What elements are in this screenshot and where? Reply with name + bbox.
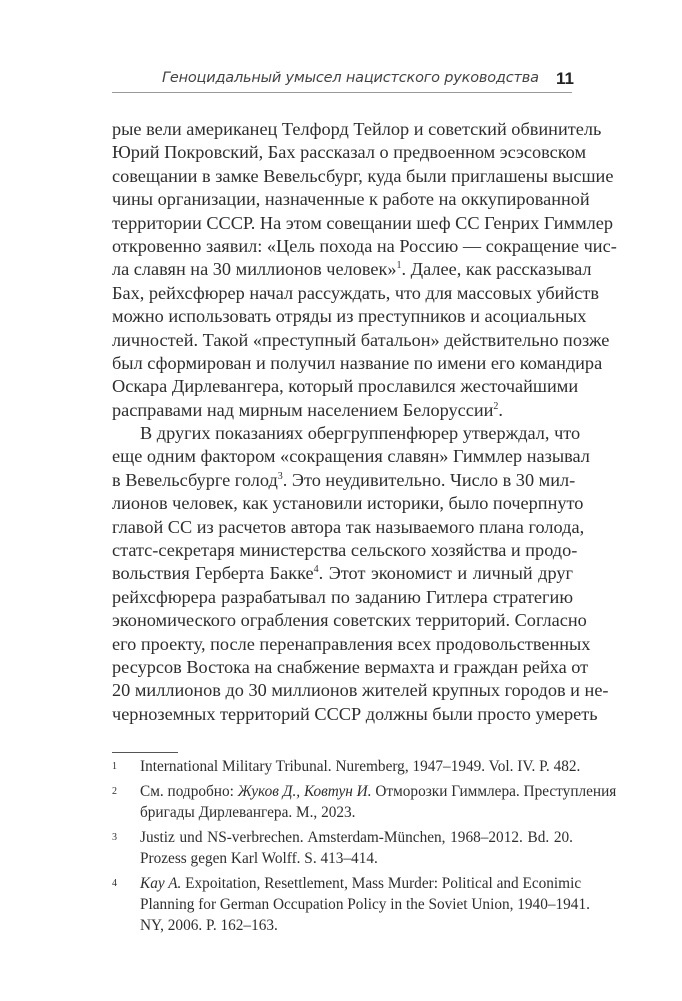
text-line (112, 586, 573, 609)
text-run: главой СС из расчетов автора так называемого плана голода, (112, 516, 585, 537)
text-line (112, 445, 590, 468)
footnote-line (140, 781, 617, 802)
footnote-ref[interactable]: 4 (313, 564, 319, 576)
author-names: Жуков Д., Ковтун И. (237, 783, 372, 800)
text-run: рые вели американец Телфорд Тейлор и советский обвинитель (112, 119, 602, 139)
text-run: еще одним фактором «сокращения славян» Гиммлер называл (112, 446, 590, 467)
footnote (112, 827, 573, 869)
text-run: Expoitation, Resettlement, Mass Murder: Political and Econimic (181, 875, 582, 892)
text-run: совещании в замке Вевельсбург, куда были приглашены высшие (112, 165, 614, 186)
footnote-ref[interactable]: 3 (277, 470, 283, 482)
text-line (112, 305, 587, 328)
paragraph (112, 422, 609, 726)
running-header (112, 70, 572, 93)
text-run: черноземных территорий СССР должны были просто умереть (112, 703, 598, 724)
footnote-line (140, 894, 590, 915)
footnote (112, 873, 590, 936)
text-run: откровенно заявил: «Цель похода на Россию — сокращение чис- (112, 235, 617, 256)
footnote (112, 756, 581, 777)
text-run: Бах, рейхсфюрер начал рассуждать, что для массовых убийств (112, 282, 599, 303)
footnote-line (140, 802, 573, 823)
footnote-number: 4 (112, 878, 117, 889)
text-run: был сформирован и получил название по имени его командира (112, 352, 603, 373)
footnote (112, 781, 617, 823)
footnote-ref[interactable]: 1 (396, 260, 402, 272)
text-line (112, 562, 573, 585)
footnote-number: 3 (112, 832, 117, 843)
text-line (112, 329, 610, 352)
footnote-line (140, 915, 573, 936)
text-line (112, 492, 584, 515)
text-run: расправами над мирным населением Белоруссии (112, 399, 494, 420)
text-line (112, 679, 609, 702)
text-run: чины организации, назначенные к работе на оккупированной (112, 189, 590, 210)
text-line (112, 703, 598, 726)
text-run: . Далее, как рассказывал (401, 259, 592, 280)
text-run: личностей. Такой «преступный батальон» действительно позже (112, 329, 610, 350)
text-run: ла славян на 30 миллионов человек» (112, 259, 397, 280)
text-line (112, 539, 578, 562)
author-names: Kay A. (140, 875, 182, 892)
text-run: . Это неудивительно. Число в 30 мил- (282, 469, 576, 490)
footnote-number: 2 (112, 786, 117, 797)
text-line (112, 165, 614, 188)
text-run: Prozess gegen Karl Wolff. S. 413–414. (140, 850, 378, 867)
footnote-number: 1 (112, 761, 117, 772)
text-run: Planning for German Occupation Policy in the Soviet Union, 1940–1941. (140, 896, 590, 913)
text-run: В других показаниях обергруппенфюрер утверждал, что (140, 423, 581, 444)
text-run: вольствия Герберта Бакке (112, 563, 314, 584)
text-line (112, 188, 590, 211)
text-run: International Military Tribunal. Nuremberg, 1947–1949. Vol. IV. P. 482. (140, 758, 581, 775)
text-run: ресурсов Востока на снабжение вермахта и граждан рейха от (112, 656, 589, 677)
text-line (112, 399, 573, 422)
footnotes (112, 756, 617, 940)
footnote-line (140, 756, 581, 777)
text-line (112, 282, 599, 305)
text-line (112, 258, 592, 281)
text-run: в Вевельсбурге голод (112, 469, 278, 490)
footnote-line (140, 827, 573, 848)
text-line (112, 469, 576, 492)
footnote-line (140, 848, 573, 869)
page-number: 11 (556, 69, 574, 88)
text-run: можно использовать отряды из преступников и асоциальных (112, 306, 587, 327)
text-run: лионов человек, как установили историки, было почерпнуто (112, 493, 584, 514)
text-line (112, 516, 585, 539)
text-line (112, 118, 602, 141)
text-run: 20 миллионов до 30 миллионов жителей крупных городов и не- (112, 680, 609, 701)
paragraph (112, 118, 617, 422)
footnote-ref[interactable]: 2 (493, 400, 499, 412)
text-line (112, 352, 603, 375)
text-line (112, 422, 581, 445)
text-line (112, 212, 614, 235)
text-run: Justiz und NS-verbrechen. Amsterdam-München, 1968–2012. Bd. 20. (140, 829, 573, 846)
text-line (112, 375, 579, 398)
text-line (112, 235, 617, 258)
text-run: См. подробно: (140, 783, 238, 800)
text-run: экономического ограбления советских территорий. Согласно (112, 610, 587, 631)
text-run: NY, 2006. P. 162–163. (140, 917, 278, 934)
text-line (112, 656, 589, 679)
body-text (112, 118, 617, 726)
text-run: Оскара Дирлевангера, который прославился жесточайшими (112, 376, 579, 397)
text-run: его проекту, после перенаправления всех продовольственных (112, 633, 591, 654)
text-line (112, 141, 587, 164)
footnote-line (140, 873, 582, 894)
text-run: статс-секретаря министерства сельского хозяйства и продо- (112, 540, 578, 561)
text-run: бригады Дирлевангера. М., 2023. (140, 804, 356, 821)
footnote-divider (112, 752, 178, 753)
running-header-title: Геноцидальный умысел нацистского руководства (162, 70, 539, 86)
text-run: рейхсфюрера разрабатывал по заданию Гитлера стратегию (112, 586, 573, 607)
text-run: Юрий Покровский, Бах рассказал о предвоенном эсэсовском (112, 142, 587, 163)
text-run: Отморозки Гиммлера. Преступления (371, 783, 617, 800)
text-line (112, 633, 591, 656)
text-run: . Этот экономист и личный друг (318, 563, 573, 584)
text-line (112, 609, 587, 632)
text-run: . (498, 399, 503, 420)
text-run: территории СССР. На этом совещании шеф СС Генрих Гиммлер (112, 212, 614, 233)
